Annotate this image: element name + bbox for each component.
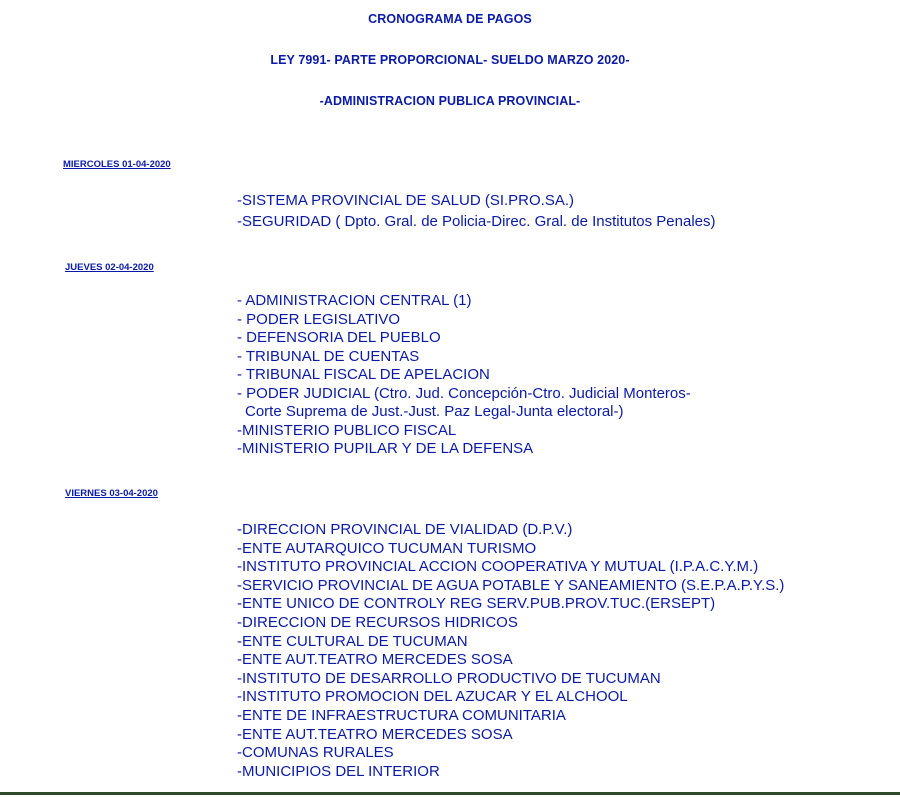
list-item: -ENTE DE INFRAESTRUCTURA COMUNITARIA [237,706,566,724]
day-heading-jueves: JUEVES 02-04-2020 [65,262,154,273]
list-item: -DIRECCION PROVINCIAL DE VIALIDAD (D.P.V.) [237,521,573,538]
list-item: -SERVICIO PROVINCIAL DE AGUA POTABLE Y SANEAMIENTO (S.E.P.A.P.Y.S.) [237,576,785,594]
list-item: Corte Suprema de Just.-Just. Paz Legal-Junta electoral-) [245,403,624,420]
list-item: - DEFENSORIA DEL PUEBLO [237,329,441,346]
list-item: -ENTE UNICO DE CONTROLY REG SERV.PUB.PROV.TUC.(ERSEPT) [237,595,716,613]
list-item: - PODER JUDICIAL (Ctro. Jud. Concepción-Ctro. Judicial Monteros- [237,384,691,402]
list-item: -MUNICIPIOS DEL INTERIOR [237,762,440,780]
entity-list-miercoles [237,190,716,232]
document-title: CRONOGRAMA DE PAGOS [368,12,532,26]
list-item: -ENTE AUT.TEATRO MERCEDES SOSA [237,651,513,669]
list-item: -MINISTERIO PUBLICO FISCAL [237,421,457,439]
list-item: -INSTITUTO DE DESARROLLO PRODUCTIVO DE TUCUMAN [237,669,661,687]
list-item: -SEGURIDAD ( Dpto. Gral. de Policia-Direc. Gral. de Institutos Penales) [237,213,716,230]
list-item: -COMUNAS RURALES [237,744,394,762]
day-heading-miercoles: MIERCOLES 01-04-2020 [63,159,171,170]
entity-list-jueves [237,292,691,459]
list-item: - PODER LEGISLATIVO [237,310,401,328]
bottom-divider [0,792,900,795]
list-item: -MINISTERIO PUPILAR Y DE LA DEFENSA [237,440,534,457]
list-item: -ENTE AUTARQUICO TUCUMAN TURISMO [237,539,537,557]
list-item: - ADMINISTRACION CENTRAL (1) [237,292,472,309]
list-item: -SISTEMA PROVINCIAL DE SALUD (SI.PRO.SA.) [237,192,575,209]
document-scope: -ADMINISTRACION PUBLICA PROVINCIAL- [319,94,581,108]
document-subtitle: LEY 7991- PARTE PROPORCIONAL- SUELDO MARZO 2020- [270,53,630,67]
list-item: -DIRECCION DE RECURSOS HIDRICOS [237,613,518,631]
entity-list-viernes [237,521,784,781]
list-item: -ENTE CULTURAL DE TUCUMAN [237,632,468,650]
list-item: - TRIBUNAL DE CUENTAS [237,347,420,365]
day-heading-viernes: VIERNES 03-04-2020 [65,488,158,499]
list-item: - TRIBUNAL FISCAL DE APELACION [237,366,490,383]
list-item: -INSTITUTO PROVINCIAL ACCION COOPERATIVA Y MUTUAL (I.P.A.C.Y.M.) [237,558,759,576]
list-item: -ENTE AUT.TEATRO MERCEDES SOSA [237,725,513,743]
list-item: -INSTITUTO PROMOCION DEL AZUCAR Y EL ALCHOOL [237,688,628,706]
